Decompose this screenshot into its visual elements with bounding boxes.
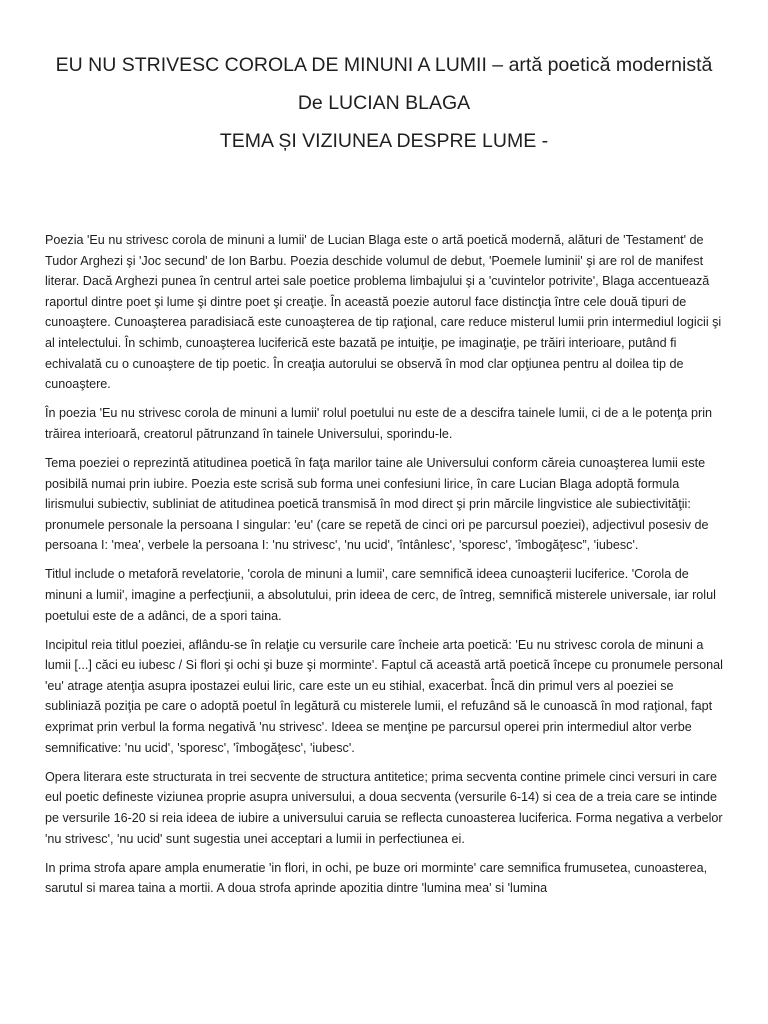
paragraph: Opera literara este structurata in trei secvente de structura antitetice; prima secventa contine primele cinci versuri in care eul poetic defineste viziunea proprie asupra universului, a doua secventa (versurile 6-14) si cea de a treia care se intinde pe versurile 16-20 si reia ideea de iubire a universului caruia se reflecta cunoasterea luciferica. Forma negativa a verbelor 'nu strivesc', 'nu ucid' sunt sugestia unei acceptari a lumii in perfectiunea ei.: [45, 769, 723, 846]
document-body: [45, 230, 727, 907]
paragraph: În poezia 'Eu nu strivesc corola de minuni a lumii' rolul poetului nu este de a descifra tainele lumii, ci de a le potenţa prin trăirea interioară, creatorul pătrunzand în tainele Universului, sporindu-le.: [45, 406, 713, 441]
document-subtitle: TEMA ȘI VIZIUNEA DESPRE LUME -: [219, 130, 549, 152]
paragraph: In prima strofa apare ampla enumeratie 'in flori, in ochi, pe buze ori morminte' care semnifica frumusetea, cunoasterea, sarutul si marea taina a mortii. A doua strofa aprinde apozitia dintre 'lumina mea' si 'lumina: [45, 860, 708, 896]
document-author: De LUCIAN BLAGA: [297, 92, 471, 114]
paragraph: Poezia 'Eu nu strivesc corola de minuni a lumii' de Lucian Blaga este o artă poetică modernă, alături de 'Testament' de Tudor Arghezi şi 'Joc secund' de Ion Barbu. Poezia deschide volumul de debut, 'Poemele luminii' şi are rol de manifest literar. Dacă Arghezi punea în centrul artei sale poetice problema limbajului şi a 'cuvintelor potrivite', Blaga accentuează raportul dintre poet şi lume şi dintre poet şi creaţie. În această poezie autorul face distincţia între cele două tipuri de cunoaştere. Cunoaşterea paradisiacă este cunoaşterea de tip raţional, care reduce misterul lumii prin intermediul logicii şi al intelectului. În schimb, cunoaşterea luciferică este bazată pe intuiţie, pe imaginaţie, pe trăiri interioare, putând fi echivalată cu o cunoaştere de tip poetic. În creaţia autorului se observă în mod clar opţiunea pentru al doilea tip de cunoaştere.: [45, 233, 722, 392]
document-title: EU NU STRIVESC COROLA DE MINUNI A LUMII – artă poetică modernistă: [55, 54, 713, 76]
document-header: [0, 46, 768, 160]
paragraph: Incipitul reia titlul poeziei, aflându-se în relaţie cu versurile care încheie arta poetică: 'Eu nu strivesc corola de minuni a lumii [...] căci eu iubesc / Si flori şi ochi şi buze şi morminte'. Faptul că această artă poetică începe cu pronumele personal 'eu' atrage atenţia asupra ipostazei eului liric, care este un eu stihial, exacerbat. Încă din primul vers al poeziei se subliniază poziţia pe care o adoptă poetul în legătură cu misterele lumii, el refuzând să le cunoască în mod raţional, fapt exprimat prin verbul la forma negativă 'nu strivesc'. Ideea se menţine pe parcursul operei prin intermediul altor verbe semnificative: 'nu ucid', 'sporesc', 'îmbogăţesc', 'iubesc'.: [45, 637, 723, 755]
paragraph: Titlul include o metaforă revelatorie, 'corola de minuni a lumii', care semnifică ideea cunoaşterii luciferice. 'Corola de minuni a lumii', imagine a perfecţiunii, a absolutului, prin ideea de cerc, de întreg, semnifică misterele universale, iar rolul poetului este de a adânci, de a spori taina.: [45, 567, 716, 623]
paragraph: Tema poeziei o reprezintă atitudinea poetică în faţa marilor taine ale Universului conform căreia cunoaşterea lumii este posibilă numai prin iubire. Poezia este scrisă sub forma unei confesiuni lirice, în care Lucian Blaga adoptă formula lirismului subiectiv, subliniat de atitudinea poetică transmisă în mod direct şi prin mărcile lingvistice ale subiectivităţii: pronumele personale la persoana I singular: 'eu' (care se repetă de cinci ori pe parcursul poeziei), adjectivul posesiv de persoana I: 'mea', verbele la persoana I: 'nu strivesc', 'nu ucid', 'întânlesc', 'sporesc', 'îmbogăţesc”, 'iubesc'.: [45, 455, 709, 553]
